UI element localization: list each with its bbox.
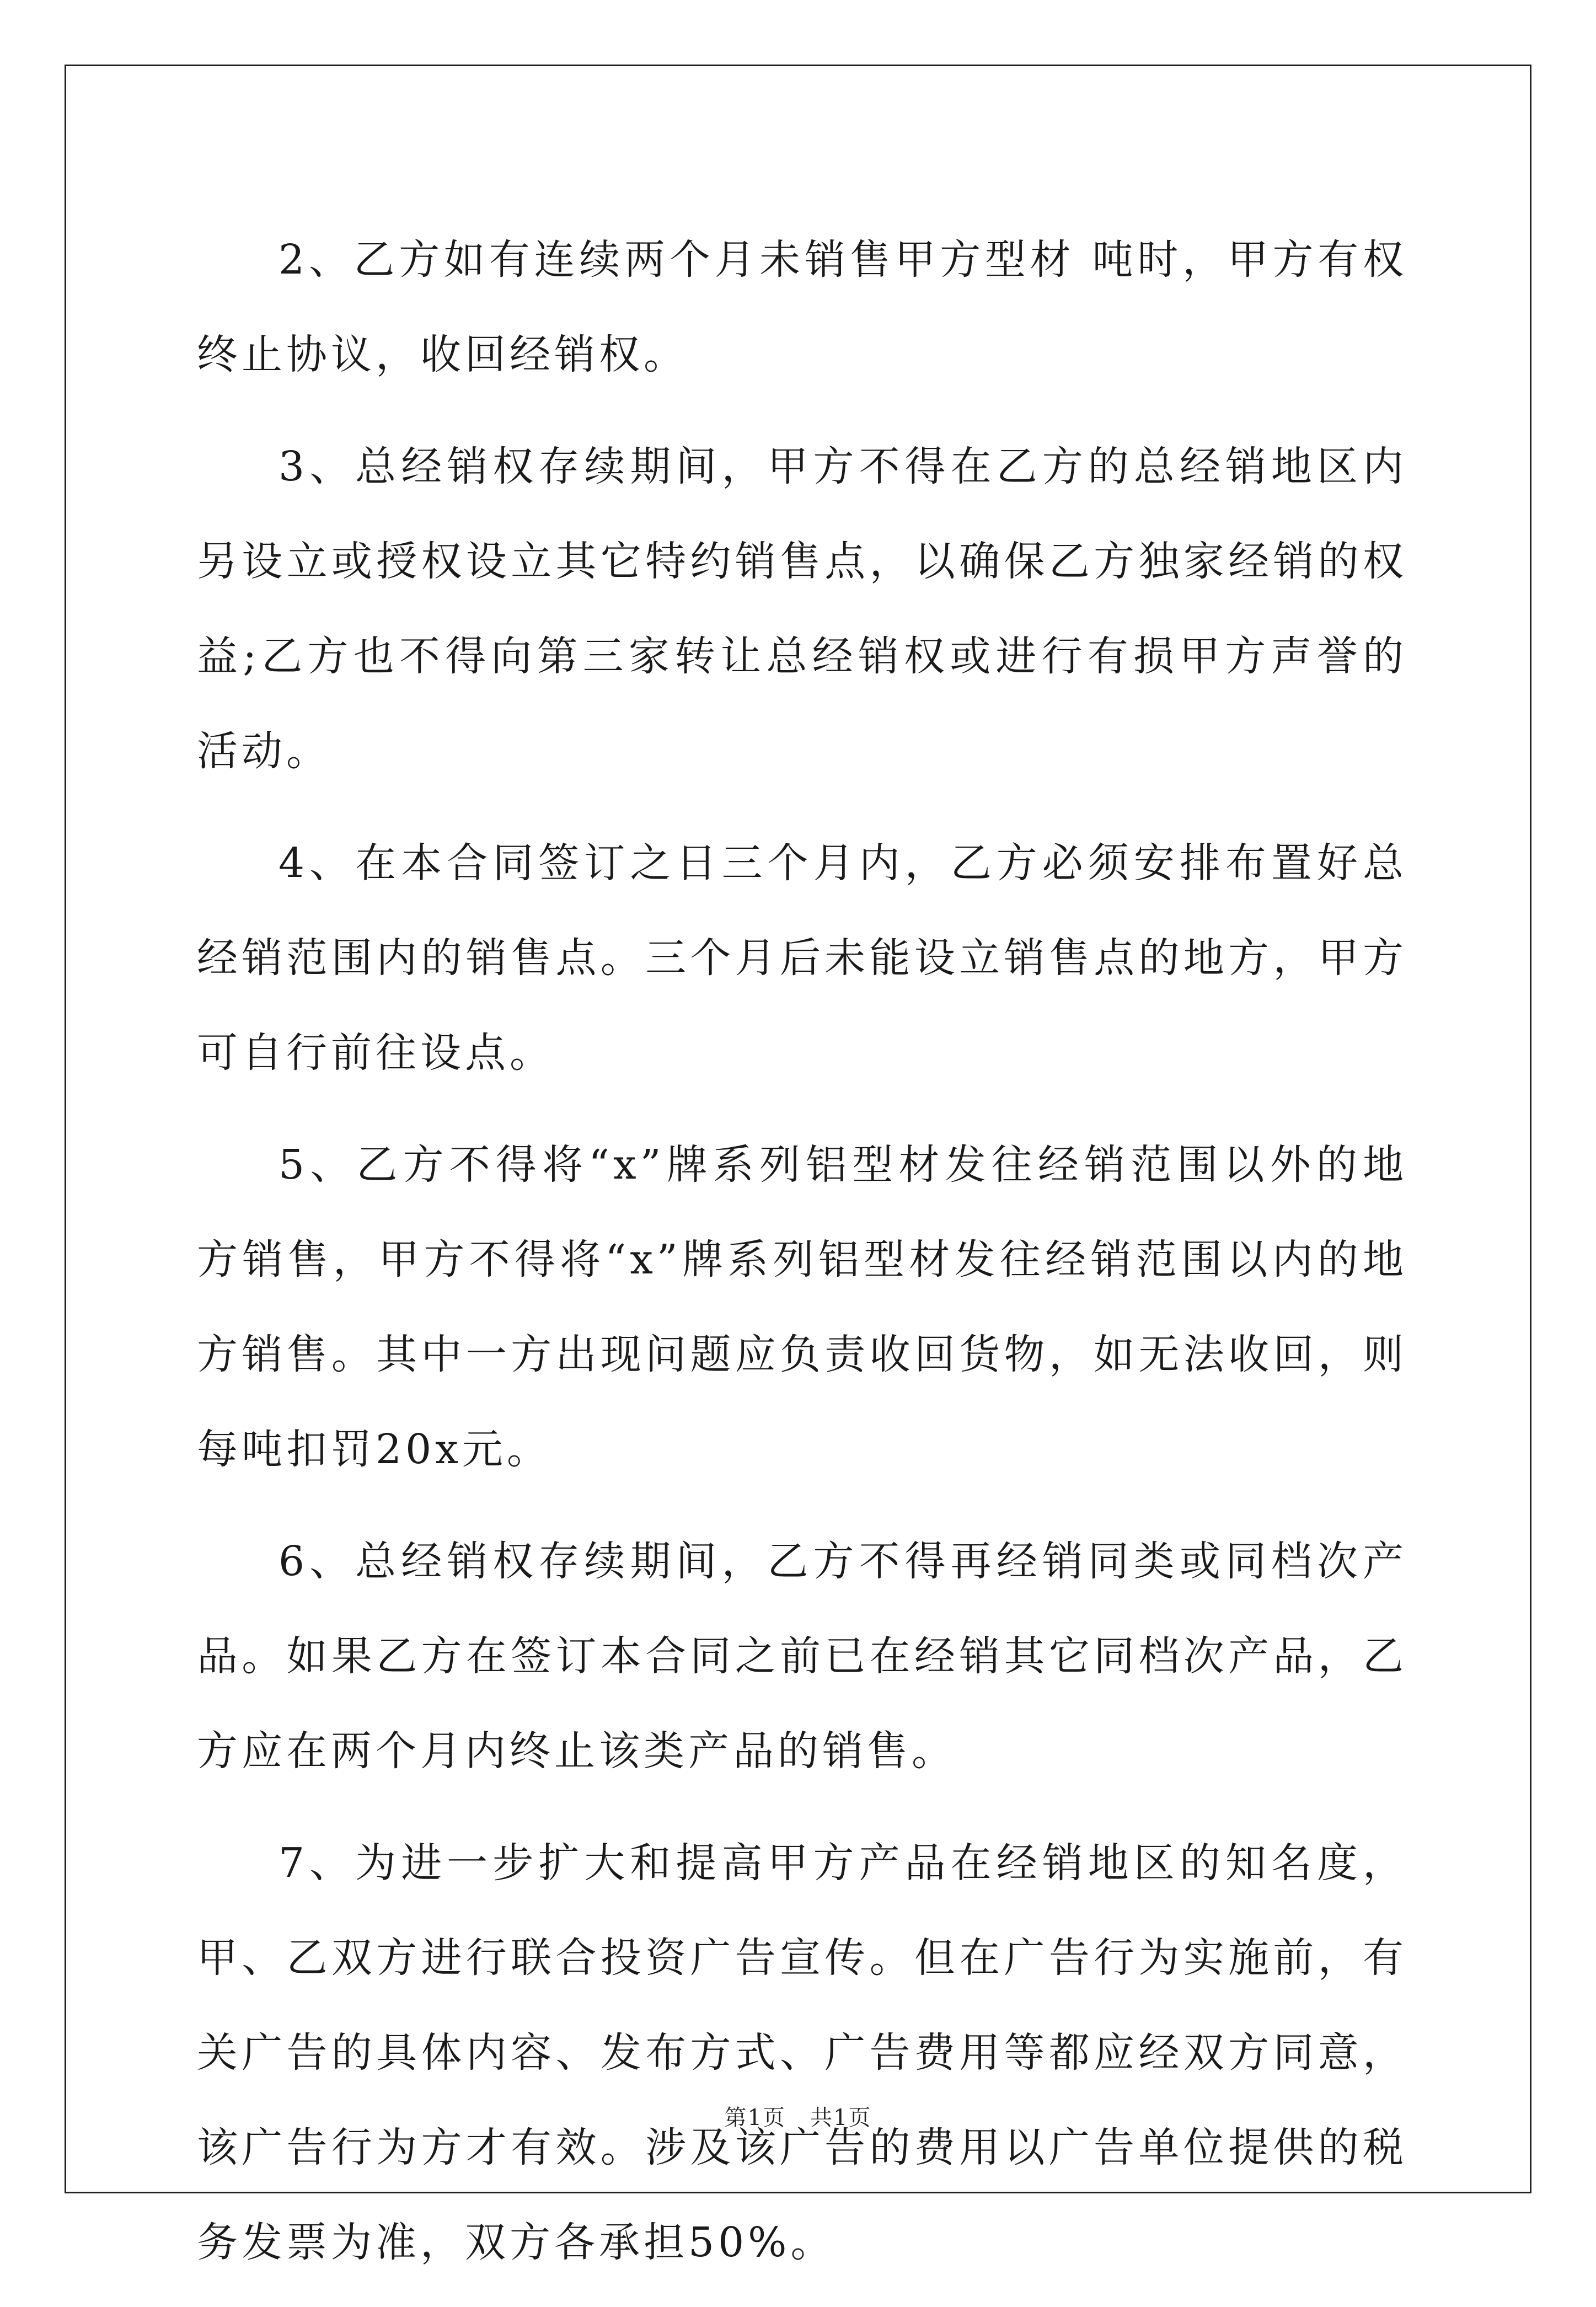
paragraph-3: 3、总经销权存续期间，甲方不得在乙方的总经销地区内另设立或授权设立其它特约销售点，以确保乙方独家经销的权益;乙方也不得向第三家转让总经销权或进行有损甲方声誉的活动。 bbox=[197, 443, 1407, 775]
paragraph-4: 4、在本合同签订之日三个月内，乙方必须安排布置好总经销范围内的销售点。三个月后未能设立销售点的地方，甲方可自行前往设点。 bbox=[197, 839, 1407, 1077]
page-footer bbox=[0, 2100, 1596, 2132]
paragraph-7: 7、为进一步扩大和提高甲方产品在经销地区的知名度，甲、乙双方进行联合投资广告宣传。但在广告行为实施前，有关广告的具体内容、发布方式、广告费用等都应经双方同意，该广告行为方才有效。涉及该广告的费用以广告单位提供的税务发票为准，双方各承担50%。 bbox=[197, 1839, 1407, 2266]
page-total: 共1页 bbox=[810, 2105, 872, 2131]
paragraph-5: 5、乙方不得将“x”牌系列铝型材发往经销范围以外的地方销售，甲方不得将“x”牌系列铝型材发往经销范围以内的地方销售。其中一方出现问题应负责收回货物，如无法收回，则每吨扣罚20x元。 bbox=[197, 1141, 1407, 1473]
paragraph-6: 6、总经销权存续期间，乙方不得再经销同类或同档次产品。如果乙方在签订本合同之前已在经销其它同档次产品，乙方应在两个月内终止该类产品的销售。 bbox=[197, 1538, 1407, 1775]
document-body bbox=[197, 212, 1407, 2307]
page-number: 第1页 bbox=[724, 2105, 786, 2131]
paragraph-2: 2、乙方如有连续两个月未销售甲方型材 吨时，甲方有权终止协议，收回经销权。 bbox=[197, 236, 1407, 378]
